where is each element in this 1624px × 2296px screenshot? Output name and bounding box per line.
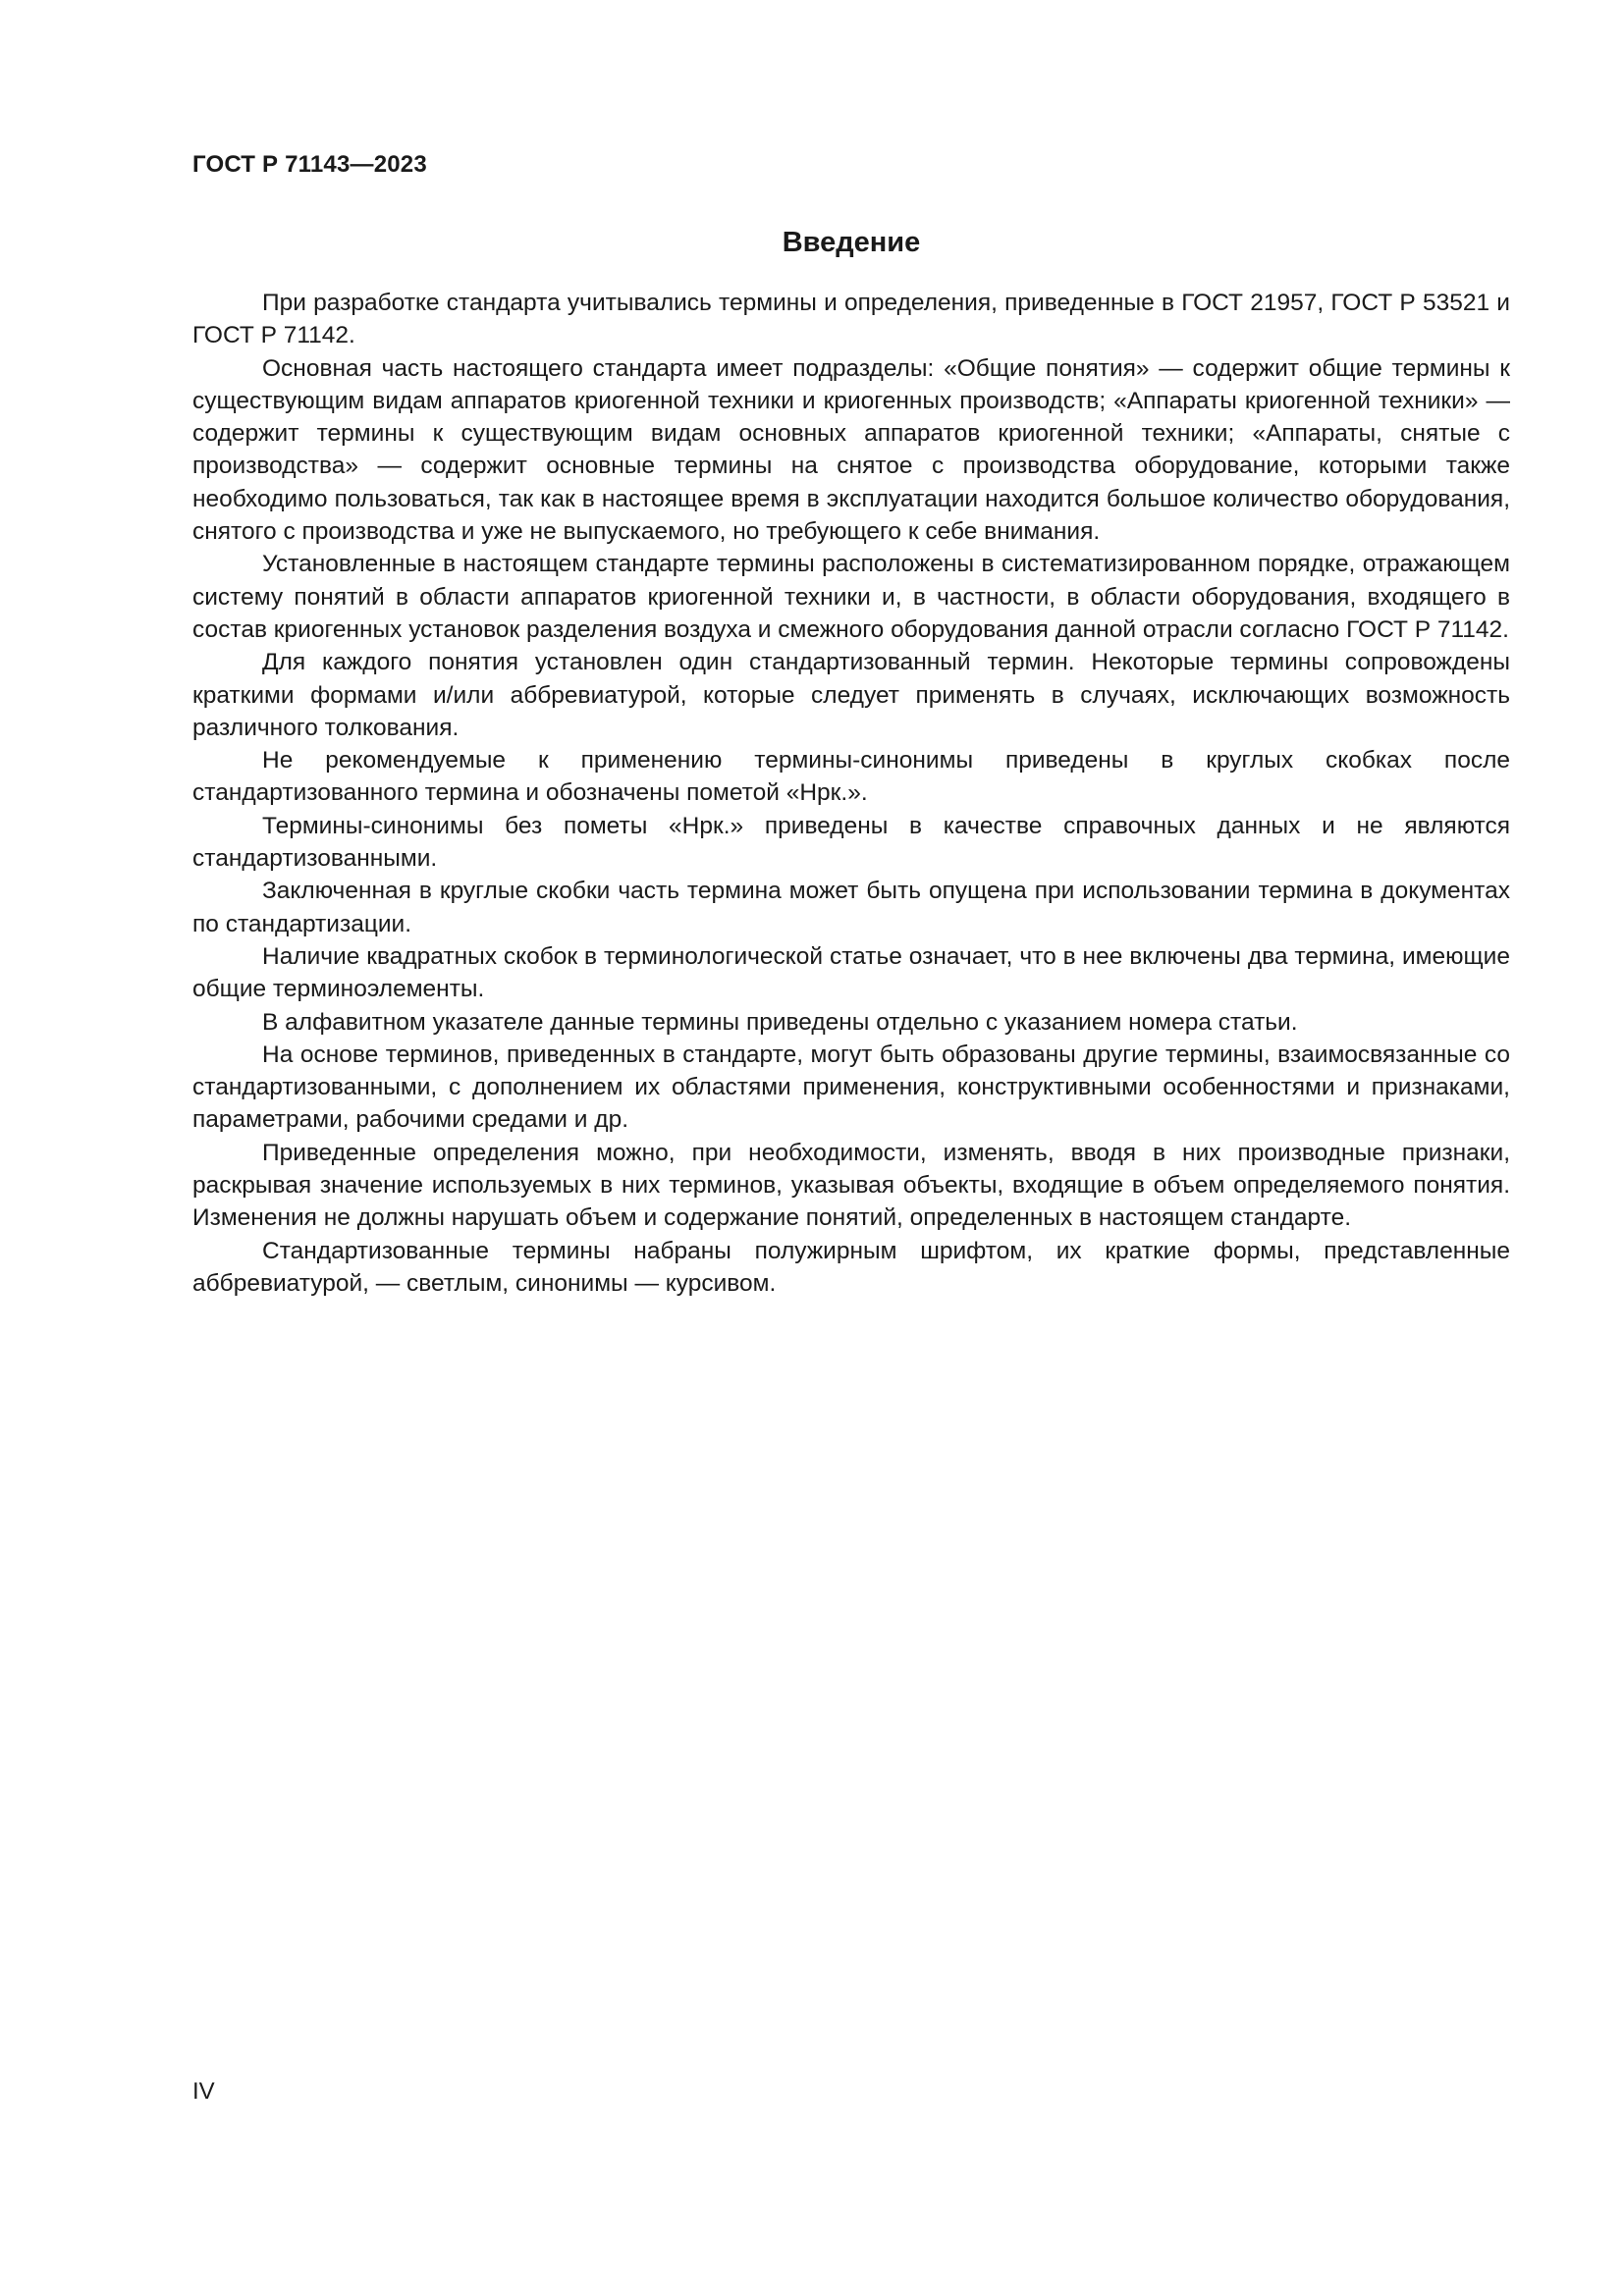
page-number: IV bbox=[192, 2078, 215, 2105]
paragraph: Термины-синонимы без пометы «Нрк.» приведены в качестве справочных данных и не являются стандартизованными. bbox=[192, 812, 1510, 873]
paragraph: На основе терминов, приведенных в стандарте, могут быть образованы другие термины, взаимосвязанные со стандартизованными, с дополнением их областями применения, конструктивными особенностями и признаками, параметрами, рабочими средами и др. bbox=[192, 1041, 1510, 1134]
paragraph: Не рекомендуемые к применению термины-синонимы приведены в круглых скобках после стандартизованного термина и обозначены пометой «Нрк.». bbox=[192, 747, 1510, 807]
paragraph: Заключенная в круглые скобки часть термина может быть опущена при использовании термина в документах по стандартизации. bbox=[192, 878, 1510, 937]
paragraph: Основная часть настоящего стандарта имеет подразделы: «Общие понятия» — содержит общие термины к существующим видам аппаратов криогенной техники и криогенных производств; «Аппараты криогенной техники» — содержит термины к существующим видам основных аппаратов криогенной техники; «Аппараты, снятые с производства» — содержит основные термины на снятое с производства оборудование, которыми также необходимо пользоваться, так как в настоящее время в эксплуатации находится большое количество оборудования, снятого с производства и уже не выпускаемого, но требующего к себе внимания. bbox=[192, 354, 1510, 546]
introduction-body bbox=[192, 287, 1510, 1300]
paragraph: При разработке стандарта учитывались термины и определения, приведенные в ГОСТ 21957, ГОСТ Р 53521 и ГОСТ Р 71142. bbox=[192, 290, 1510, 349]
paragraph: Установленные в настоящем стандарте термины расположены в систематизированном порядке, отражающем систему понятий в области аппаратов криогенной техники и, в частности, в области оборудования, входящего в состав криогенных установок разделения воздуха и смежного оборудования данной отрасли согласно ГОСТ Р 71142. bbox=[192, 551, 1510, 643]
document-header-standard-id: ГОСТ Р 71143—2023 bbox=[192, 151, 427, 178]
paragraph: В алфавитном указателе данные термины приведены отдельно с указанием номера статьи. bbox=[262, 1008, 1298, 1036]
section-title: Введение bbox=[782, 227, 921, 258]
paragraph: Приведенные определения можно, при необходимости, изменять, вводя в них производные признаки, раскрывая значение используемых в них терминов, указывая объекты, входящие в объем определяемого понятия. Изменения не должны нарушать объем и содержание понятий, определенных в настоящем стандарте. bbox=[192, 1139, 1510, 1232]
paragraph: Стандартизованные термины набраны полужирным шрифтом, их краткие формы, представленные аббревиатурой, — светлым, синонимы — курсивом. bbox=[192, 1237, 1510, 1297]
paragraph: Для каждого понятия установлен один стандартизованный термин. Некоторые термины сопровождены краткими формами и/или аббревиатурой, которые следует применять в случаях, исключающих возможность различного толкования. bbox=[192, 649, 1510, 741]
paragraph: Наличие квадратных скобок в терминологической статье означает, что в нее включены два термина, имеющие общие терминоэлементы. bbox=[192, 942, 1510, 1003]
